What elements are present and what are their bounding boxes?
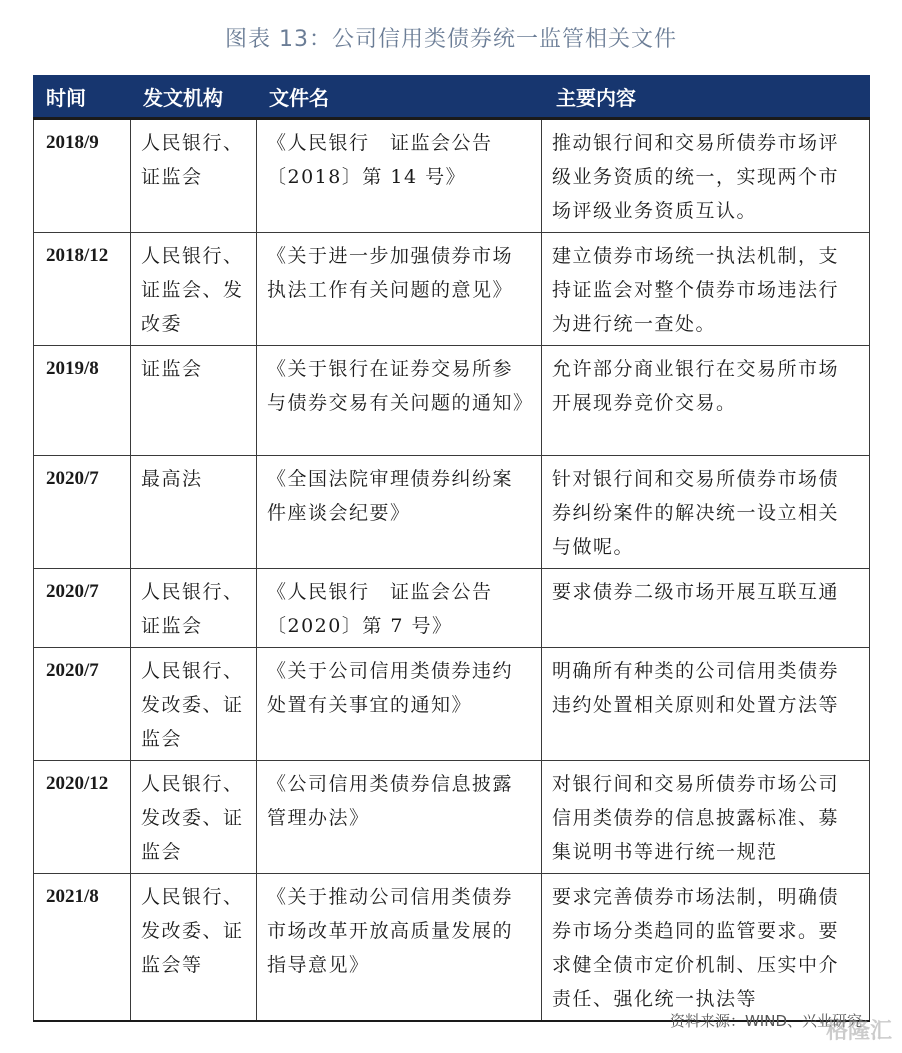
table-row (34, 648, 870, 761)
cell-content: 允许部分商业银行在交易所市场开展现券竞价交易。 (542, 346, 870, 456)
cell-agency: 人民银行、发改委、证监会等 (131, 874, 257, 1022)
cell-date: 2019/8 (34, 346, 131, 456)
table-row (34, 761, 870, 874)
cell-document: 《关于银行在证券交易所参与债券交易有关问题的通知》 (257, 346, 542, 456)
cell-content: 对银行间和交易所债券市场公司信用类债券的信息披露标准、募集说明书等进行统一规范 (542, 761, 870, 874)
header-date: 时间 (34, 75, 131, 119)
cell-agency: 证监会 (131, 346, 257, 456)
cell-agency: 人民银行、发改委、证监会 (131, 761, 257, 874)
table-row (34, 119, 870, 233)
cell-agency: 人民银行、发改委、证监会 (131, 648, 257, 761)
source-note: 资料来源：WIND、兴业研究 (669, 1012, 862, 1030)
cell-document: 《公司信用类债券信息披露管理办法》 (257, 761, 542, 874)
cell-content: 推动银行间和交易所债券市场评级业务资质的统一，实现两个市场评级业务资质互认。 (542, 119, 870, 233)
table-title: 图表 13：公司信用类债券统一监管相关文件 (225, 27, 677, 52)
cell-date: 2021/8 (34, 874, 131, 1022)
cell-content: 建立债券市场统一执法机制，支持证监会对整个债券市场违法行为进行统一查处。 (542, 233, 870, 346)
table-row (34, 569, 870, 648)
header-content: 主要内容 (542, 75, 870, 119)
cell-agency: 人民银行、证监会 (131, 569, 257, 648)
regulation-table (33, 75, 870, 1022)
watermark-logo: 格隆汇 (825, 1019, 892, 1044)
cell-agency: 最高法 (131, 456, 257, 569)
header-agency: 发文机构 (131, 75, 257, 119)
table-row (34, 233, 870, 346)
cell-content: 要求债券二级市场开展互联互通 (542, 569, 870, 648)
cell-agency: 人民银行、证监会 (131, 119, 257, 233)
cell-document: 《人民银行 证监会公告〔2020〕第 7 号》 (257, 569, 542, 648)
table-row (34, 346, 870, 456)
cell-document: 《关于推动公司信用类债券市场改革开放高质量发展的指导意见》 (257, 874, 542, 1022)
header-document: 文件名 (257, 75, 542, 119)
cell-document: 《关于公司信用类债券违约处置有关事宜的通知》 (257, 648, 542, 761)
table-row (34, 456, 870, 569)
cell-date: 2020/7 (34, 648, 131, 761)
cell-content: 要求完善债券市场法制，明确债券市场分类趋同的监管要求。要求健全债市定价机制、压实中介责任、强化统一执法等 (542, 874, 870, 1022)
cell-date: 2020/7 (34, 456, 131, 569)
cell-date: 2018/12 (34, 233, 131, 346)
cell-date: 2018/9 (34, 119, 131, 233)
cell-document: 《人民银行 证监会公告〔2018〕第 14 号》 (257, 119, 542, 233)
cell-content: 针对银行间和交易所债券市场债券纠纷案件的解决统一设立相关与做呢。 (542, 456, 870, 569)
header-row (34, 75, 870, 119)
cell-date: 2020/12 (34, 761, 131, 874)
table-row (34, 874, 870, 1022)
cell-document: 《全国法院审理债券纠纷案件座谈会纪要》 (257, 456, 542, 569)
cell-document: 《关于进一步加强债券市场执法工作有关问题的意见》 (257, 233, 542, 346)
cell-agency: 人民银行、证监会、发改委 (131, 233, 257, 346)
cell-date: 2020/7 (34, 569, 131, 648)
cell-content: 明确所有种类的公司信用类债券违约处置相关原则和处置方法等 (542, 648, 870, 761)
